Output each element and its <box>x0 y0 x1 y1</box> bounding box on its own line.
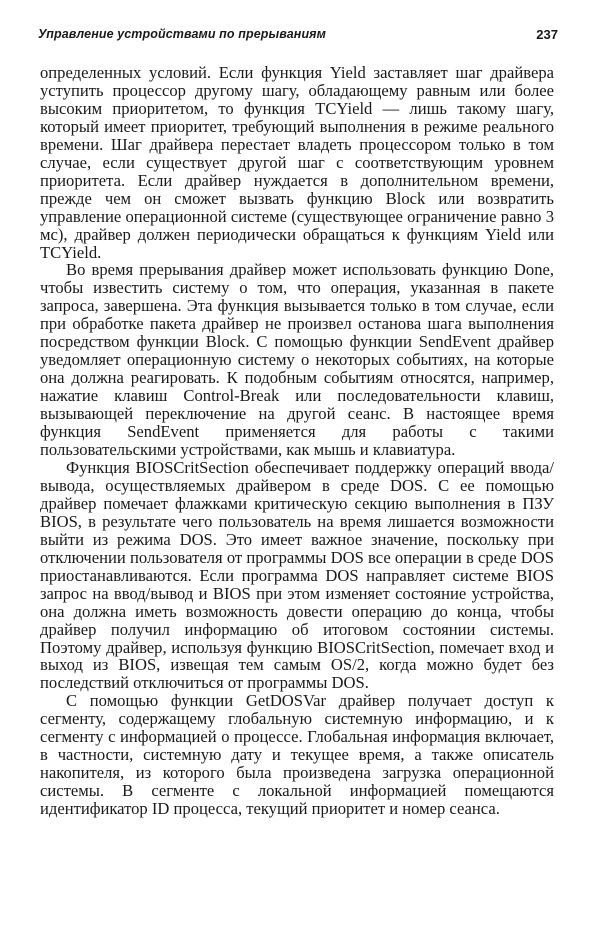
running-title: Управление устройствами по прерываниям <box>38 27 326 41</box>
paragraph-continuation: определенных условий. Если функция Yield заставляет шаг драйвера уступить процессор другому шагу, обладающему равным или более высоким приоритетом, то функция TCYield — лишь такому шагу, который имеет приоритет, требующий выполнения в режиме реального времени. Шаг драйвера перестает владеть процессором только в том случае, если существует другой шаг с соответствующим уровнем приоритета. Если драйвер нуждается в дополнительном времени, прежде чем он сможет вызвать функцию Block или возвратить управление операционной системе (существующее ограничение равно 3 мс), драйвер должен периодически обращаться к функциям Yield или TCYield. <box>40 63 554 262</box>
paragraph-bioscritsection: Функция BIOSCritSection обеспечивает поддержку операций ввода/вывода, осуществляемых драйвером в среде DOS. С ее помощью драйвер помечает флажками критическую секцию выполнения в ПЗУ BIOS, в результате чего пользователь на время лишается возможности выйти из режима DOS. Это имеет важное значение, поскольку при отключении пользователя от программы DOS все операции в среде DOS приостанавливаются. Если программа DOS направляет системе BIOS запрос на ввод/вывод и BIOS при этом изменяет состояние устройства, она должна иметь возможность довести операцию до конца, чтобы драйвер получил информацию об итоговом состоянии системы. Поэтому драйвер, используя функцию BIOSCritSection, помечает вход и выход из BIOS, извещая тем самым OS/2, когда можно будет без последствий отключиться от программы DOS. <box>40 457 554 693</box>
page-number: 237 <box>536 27 558 42</box>
paragraph-getdosvar: С помощью функции GetDOSVar драйвер получает доступ к сегменту, содержащему глобальную системную информацию, и к сегменту с информацией о процессе. Глобальная информация включает, в частности, системную дату и текущее время, а также описатель накопителя, из которого была произведена загрузка операционной системы. В сегменте с локальной информацией помещаются идентификатор ID процесса, текущий приоритет и номер сеанса. <box>40 691 554 819</box>
running-head <box>38 27 558 49</box>
body-text <box>40 64 554 818</box>
paragraph-done-sendevent: Во время прерывания драйвер может использовать функцию Done, чтобы известить систему о том, что операция, указанная в пакете запроса, завершена. Эта функция вызывается только в том случае, если при обработке пакета драйвер не произвел останова шага выполнения посредством функции Block. С помощью функции SendEvent драйвер уведомляет операционную систему о некоторых событиях, на которые она должна реагировать. К подобным событиям относятся, например, нажатие клавиш Control-Break или последовательности клавиш, вызывающей переключение на другой сеанс. В настоящее время функция SendEvent применяется для работы с такими пользовательскими устройствами, как мышь и клавиатура. <box>40 260 554 460</box>
